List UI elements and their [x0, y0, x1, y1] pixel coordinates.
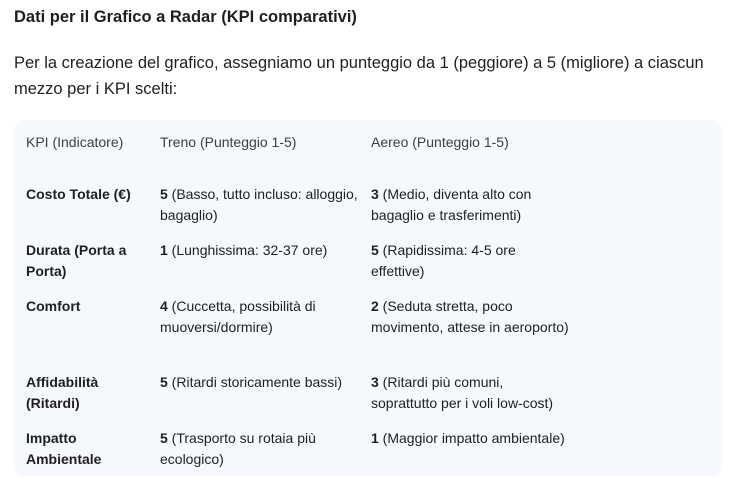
- treno-note: (Ritardi storicamente bassi): [167, 374, 343, 390]
- kpi-cell: Impatto Ambientale: [26, 430, 102, 467]
- kpi-cell: Costo Totale (€): [26, 186, 131, 202]
- aereo-cell: [371, 240, 571, 282]
- kpi-cell: Comfort: [26, 298, 81, 314]
- kpi-table: [14, 120, 722, 476]
- aereo-note: (Maggior impatto ambientale): [378, 430, 565, 446]
- treno-score: 5: [160, 430, 168, 446]
- aereo-score: 3: [371, 374, 379, 390]
- treno-cell: [160, 428, 360, 470]
- aereo-cell: [371, 296, 571, 338]
- aereo-note: (Rapidissima: 4-5 ore effettive): [371, 242, 516, 279]
- aereo-note: (Medio, diventa alto con bagaglio e trasferimenti): [371, 186, 532, 223]
- aereo-score: 1: [371, 430, 379, 446]
- treno-score: 1: [160, 242, 168, 258]
- treno-note: (Lunghissima: 32-37 ore): [167, 242, 328, 258]
- aereo-cell: [371, 428, 571, 449]
- aereo-note: (Seduta stretta, poco movimento, attese in aeroporto): [371, 298, 569, 335]
- aereo-score: 2: [371, 298, 379, 314]
- treno-note: (Trasporto su rotaia più ecologico): [160, 430, 316, 467]
- aereo-score: 5: [371, 242, 379, 258]
- header-kpi: KPI (Indicatore): [26, 134, 124, 150]
- treno-cell: [160, 296, 360, 338]
- treno-cell: [160, 184, 360, 226]
- treno-cell: [160, 240, 360, 261]
- header-treno: Treno (Punteggio 1-5): [160, 134, 297, 150]
- aereo-cell: [371, 372, 571, 414]
- kpi-cell: Durata (Porta a Porta): [26, 242, 127, 279]
- header-aereo: Aereo (Punteggio 1-5): [371, 134, 509, 150]
- section-heading: Dati per il Grafico a Radar (KPI comparativi): [14, 8, 357, 26]
- aereo-note: (Ritardi più comuni, soprattutto per i voli low-cost): [371, 374, 554, 411]
- treno-score: 4: [160, 298, 168, 314]
- treno-note: (Basso, tutto incluso: alloggio, bagaglio): [160, 186, 358, 223]
- aereo-cell: [371, 184, 571, 226]
- treno-score: 5: [160, 186, 168, 202]
- treno-score: 5: [160, 374, 168, 390]
- kpi-cell: Affidabilità (Ritardi): [26, 374, 99, 411]
- treno-cell: [160, 372, 360, 393]
- treno-note: (Cuccetta, possibilità di muoversi/dormire): [160, 298, 316, 335]
- aereo-score: 3: [371, 186, 379, 202]
- intro-paragraph: Per la creazione del grafico, assegniamo un punteggio da 1 (peggiore) a 5 (migliore) a ciascun mezzo per i KPI scelti:: [14, 54, 704, 98]
